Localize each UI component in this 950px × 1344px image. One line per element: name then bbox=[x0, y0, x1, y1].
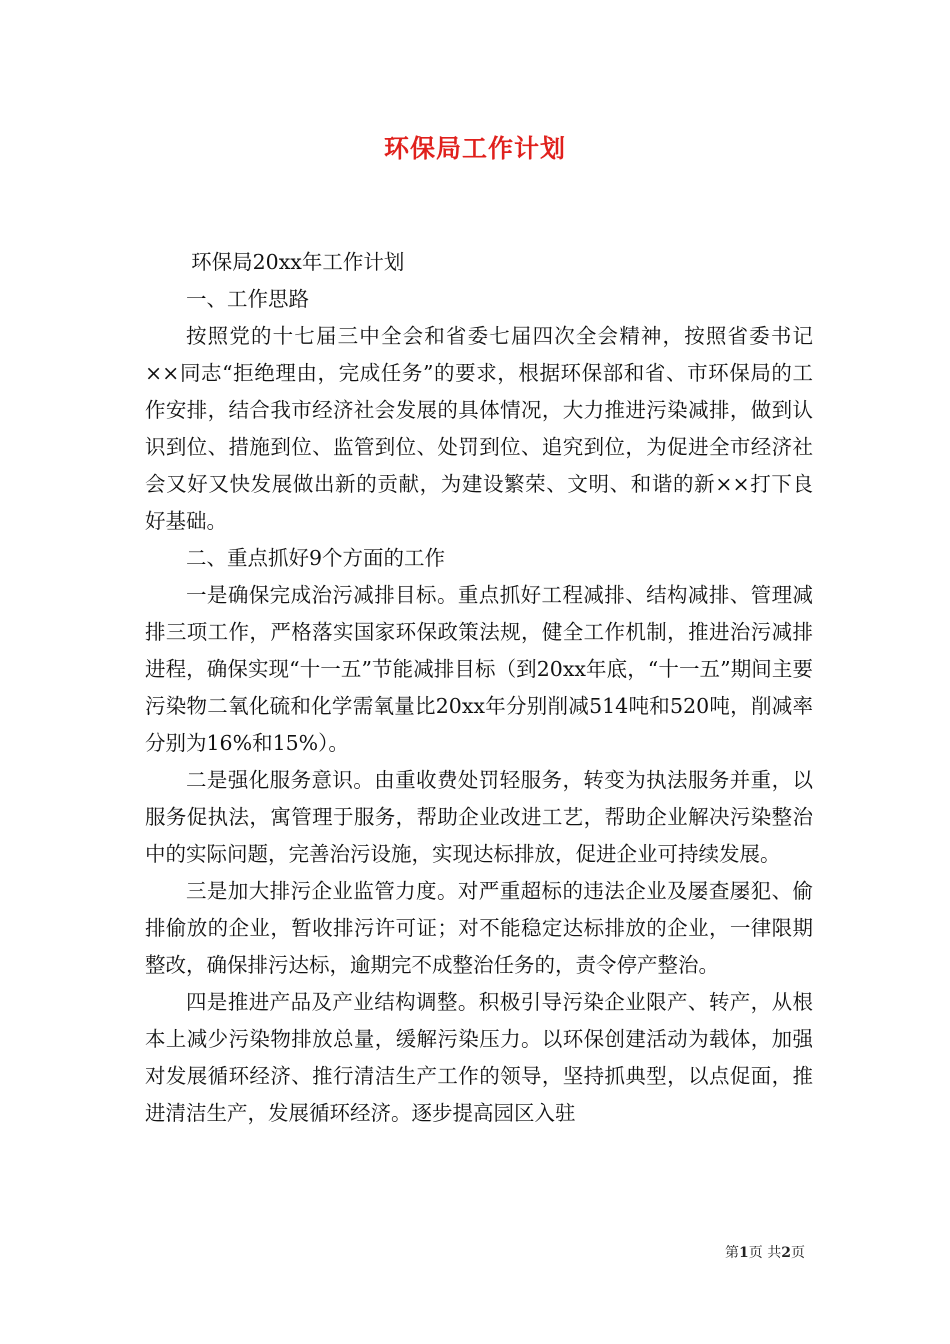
section-heading-2: 二、重点抓好9个方面的工作 bbox=[186, 546, 446, 570]
page-number-footer bbox=[725, 1243, 805, 1263]
section-heading-1: 一、工作思路 bbox=[186, 287, 309, 311]
document-title: 环保局工作计划 bbox=[383, 134, 566, 163]
paragraph: 四是推进产品及产业结构调整。积极引导污染企业限产、转产，从根本上减少污染物排放总量，缓解污染压力。以环保创建活动为载体，加强对发展循环经济、推行清洁生产工作的领导，坚持抓典型，以点促面，推进清洁生产，发展循环经济。逐步提高园区入驻 bbox=[145, 990, 813, 1125]
paragraph: 三是加大排污企业监管力度。对严重超标的违法企业及屡查屡犯、偷排偷放的企业，暂收排污许可证；对不能稳定达标排放的企业，一律限期整改，确保排污达标，逾期完不成整治任务的，责令停产整治。 bbox=[145, 879, 813, 977]
footer-prefix: 第 bbox=[725, 1245, 740, 1261]
current-page-number: 1 bbox=[739, 1245, 749, 1261]
footer-middle: 页 共 bbox=[748, 1245, 782, 1261]
total-pages-number: 2 bbox=[781, 1245, 791, 1261]
footer-suffix: 页 bbox=[791, 1245, 805, 1261]
paragraph: 一是确保完成治污减排目标。重点抓好工程减排、结构减排、管理减排三项工作，严格落实国家环保政策法规，健全工作机制，推进治污减排进程，确保实现“十一五”节能减排目标（到20xx年底，“十一五”期间主要污染物二氧化硫和化学需氧量比20xx年分别削减514吨和520吨，削减率分别为16%和15%）。 bbox=[145, 583, 813, 755]
document-body bbox=[145, 244, 813, 1132]
paragraph: 二是强化服务意识。由重收费处罚轻服务，转变为执法服务并重，以服务促执法，寓管理于服务，帮助企业改进工艺，帮助企业解决污染整治中的实际问题，完善治污设施，实现达标排放，促进企业可持续发展。 bbox=[145, 768, 813, 866]
paragraph: 按照党的十七届三中全会和省委七届四次全会精神，按照省委书记××同志“拒绝理由，完成任务”的要求，根据环保部和省、市环保局的工作安排，结合我市经济社会发展的具体情况，大力推进污染减排，做到认识到位、措施到位、监管到位、处罚到位、追究到位，为促进全市经济社会又好又快发展做出新的贡献，为建设繁荣、文明、和谐的新××打下良好基础。 bbox=[145, 324, 813, 533]
document-subtitle: 环保局20xx年工作计划 bbox=[191, 250, 405, 274]
